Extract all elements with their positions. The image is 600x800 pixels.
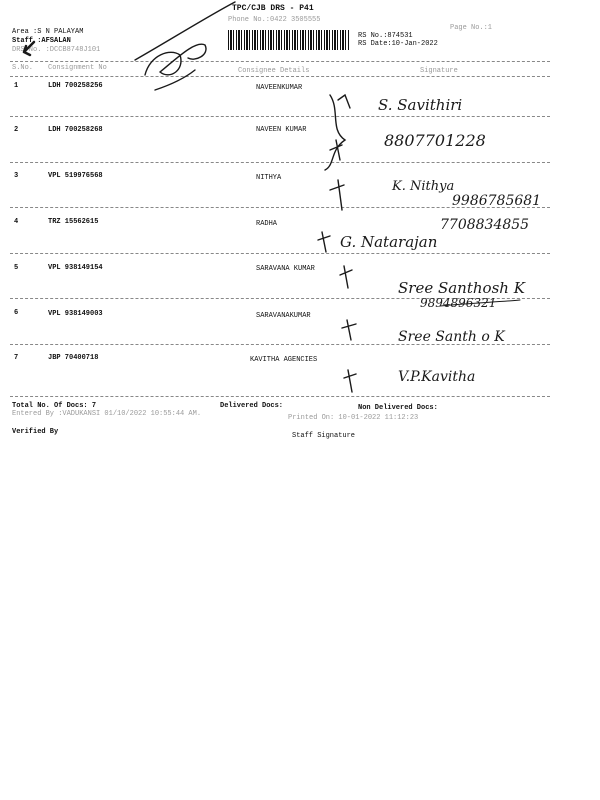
divider xyxy=(10,253,550,254)
divider xyxy=(10,116,550,117)
column-header-consignee: Consignee Details xyxy=(238,67,310,75)
staff-signature: Staff Signature xyxy=(292,432,356,440)
verified-by: Verified By xyxy=(12,428,59,436)
drs-number: DRS No. :DCCB8748J101 xyxy=(12,46,101,54)
row-sno: 6 xyxy=(14,309,19,317)
tick-scribble xyxy=(325,95,345,170)
page-number: Page No.:1 xyxy=(450,24,493,32)
row-consignee: NAVEENKUMAR xyxy=(256,84,303,92)
cross-mark xyxy=(330,140,342,160)
divider xyxy=(10,76,550,77)
staff-label: Staff :AFSALAN xyxy=(12,37,71,45)
row-consignee: KAVITHA AGENCIES xyxy=(250,356,318,364)
phone-number: Phone No.:0422 3505555 xyxy=(228,16,321,24)
cross-mark xyxy=(330,180,344,210)
divider xyxy=(10,396,550,397)
initials-scribble xyxy=(145,44,206,75)
handwritten-signature: V.P.Kavitha xyxy=(398,369,476,385)
handwritten-signature: K. Nithya xyxy=(392,179,455,194)
handwritten-signature: Sree Santh o K xyxy=(398,329,505,345)
handwritten-phone: 9894896321 xyxy=(420,296,497,310)
pen-line xyxy=(135,2,235,60)
row-consignee: RADHA xyxy=(256,220,278,228)
row-sno: 2 xyxy=(14,126,19,134)
row-sno: 4 xyxy=(14,218,19,226)
pen-line xyxy=(155,70,195,90)
barcode xyxy=(228,30,350,50)
row-consignment: VPL 938149154 xyxy=(48,264,103,272)
row-consignment: JBP 70400718 xyxy=(48,354,99,362)
divider xyxy=(10,61,550,62)
handwritten-signature: S. Savithiri xyxy=(378,96,463,114)
rs-date: RS Date:10-Jan-2022 xyxy=(358,40,438,48)
row-sno: 7 xyxy=(14,354,19,362)
tick-mark xyxy=(338,95,350,108)
entered-by: Entered By :VADUKANSI 01/10/2022 10:55:44 AM. xyxy=(12,410,202,418)
row-consignee: NITHYA xyxy=(256,174,282,182)
row-consignment: VPL 519976568 xyxy=(48,172,103,180)
row-consignment: TRZ 15562615 xyxy=(48,218,99,226)
row-consignee: NAVEEN KUMAR xyxy=(256,126,307,134)
row-consignee: SARAVANA KUMAR xyxy=(256,265,315,273)
delivered-docs: Delivered Docs: xyxy=(220,402,284,410)
cross-mark xyxy=(344,370,356,392)
divider xyxy=(10,162,550,163)
handwritten-phone: 9986785681 xyxy=(452,193,542,209)
total-docs: Total No. Of Docs: 7 xyxy=(12,402,97,410)
rs-number: RS No.:874531 xyxy=(358,32,413,40)
column-header-sno: S.No. xyxy=(12,64,34,72)
row-consignment: LDH 700258268 xyxy=(48,126,103,134)
handwritten-phone: 7708834855 xyxy=(440,217,530,233)
cross-mark xyxy=(318,232,330,252)
printed-on: Printed On: 10-01-2022 11:12:23 xyxy=(288,414,419,422)
row-consignment: LDH 700258256 xyxy=(48,82,103,90)
row-sno: 5 xyxy=(14,264,19,272)
cross-mark xyxy=(340,266,352,288)
handwritten-signature: G. Natarajan xyxy=(340,233,438,251)
non-delivered-docs: Non Delivered Docs: xyxy=(358,404,438,412)
row-consignment: VPL 938149003 xyxy=(48,310,103,318)
row-sno: 3 xyxy=(14,172,19,180)
row-sno: 1 xyxy=(14,82,19,90)
column-header-signature: Signature xyxy=(420,67,458,75)
document-title: TPC/CJB DRS - P41 xyxy=(232,4,314,13)
area-label: Area :S N PALAYAM xyxy=(12,28,84,36)
handwritten-signature: Sree Santhosh K xyxy=(398,279,525,297)
row-consignee: SARAVANAKUMAR xyxy=(256,312,311,320)
cross-mark xyxy=(342,320,356,340)
handwritten-phone: 8807701228 xyxy=(384,131,486,150)
column-header-consignment: Consignment No xyxy=(48,64,107,72)
